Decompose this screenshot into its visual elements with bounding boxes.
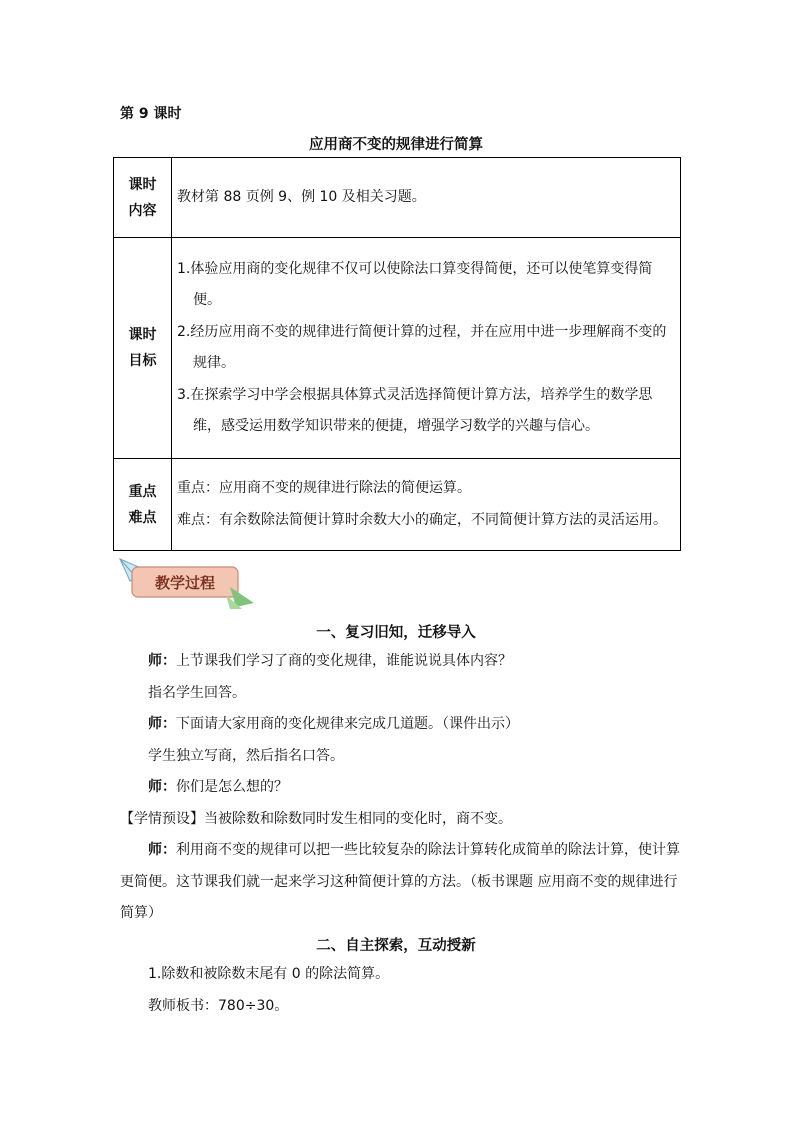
paragraph: 学生独立写商，然后指名口答。 [148,748,344,764]
speaker-label: 师： [148,716,176,732]
lesson-info-table [113,157,681,551]
row-heading-line: 课时 [128,176,157,193]
speaker-label: 师： [148,842,176,858]
paragraph [120,835,680,930]
paper-plane-icon [118,555,258,611]
row-heading-line: 目标 [128,353,157,369]
section-heading: 二、自主探索，互动授新 [316,938,476,954]
goal-item: 3.在探索学习中学会根据具体算式灵活选择简便计算方法，培养学生的数学思维，感受运用数学知识带来的便捷，增强学习数学的兴趣与信心。 [177,386,653,434]
page-title: 应用商不变的规律进行简算 [309,137,483,153]
table-row [114,158,681,238]
row-heading-line: 内容 [128,202,157,219]
row-content [172,238,681,459]
paragraph [120,646,680,678]
row-heading-line: 课时 [128,327,157,343]
content-line: 教材第 88 页例 9、例 10 及相关习题。 [177,188,426,205]
paragraph [120,709,680,741]
row-heading-line: 难点 [128,509,157,526]
table-row [114,238,681,459]
paragraph: 教师板书：780÷30。 [148,998,289,1014]
row-heading [114,459,172,551]
teaching-process-badge [118,555,258,611]
row-heading [114,238,172,459]
row-heading [114,158,172,238]
paragraph-text: 上节课我们学习了商的变化规律，谁能说说具体内容？ [176,653,512,669]
row-content [172,459,681,551]
lesson-number: 第 9 课时 [120,106,182,122]
row-heading-line: 重点 [128,483,157,500]
goal-item: 2.经历应用商不变的规律进行简便计算的过程，并在应用中进一步理解商不变的规律。 [177,323,667,371]
row-content [172,158,681,238]
table-row [114,459,681,551]
speaker-label: 师： [148,653,176,669]
paragraph: 【学情预设】当被除数和除数同时发生相同的变化时，商不变。 [120,811,512,827]
goal-item: 1.体验应用商的变化规律不仅可以使除法口算变得简便，还可以使笔算变得简便。 [177,260,653,308]
difficult-point: 难点：有余数除法简便计算时余数大小的确定，不同简便计算方法的灵活运用。 [177,511,667,528]
paragraph: 1.除数和被除数末尾有 0 的除法简算。 [148,966,390,982]
paragraph [120,772,680,804]
paragraph-text: 你们是怎么想的？ [176,779,288,795]
paragraph: 指名学生回答。 [148,685,246,701]
paragraph-text: 利用商不变的规律可以把一些比较复杂的除法计算转化成简单的除法计算，使计算更简便。这节课我们就一起来学习这种简便计算的方法。（板书课题 应用商不变的规律进行简算） [120,842,680,921]
badge-label: 教学过程 [154,574,216,592]
paragraph-text: 下面请大家用商的变化规律来完成几道题。（课件出示） [176,716,519,732]
key-point: 重点：应用商不变的规律进行除法的简便运算。 [177,480,471,496]
section-heading: 一、复习旧知，迁移导入 [316,625,476,641]
speaker-label: 师： [148,779,176,795]
